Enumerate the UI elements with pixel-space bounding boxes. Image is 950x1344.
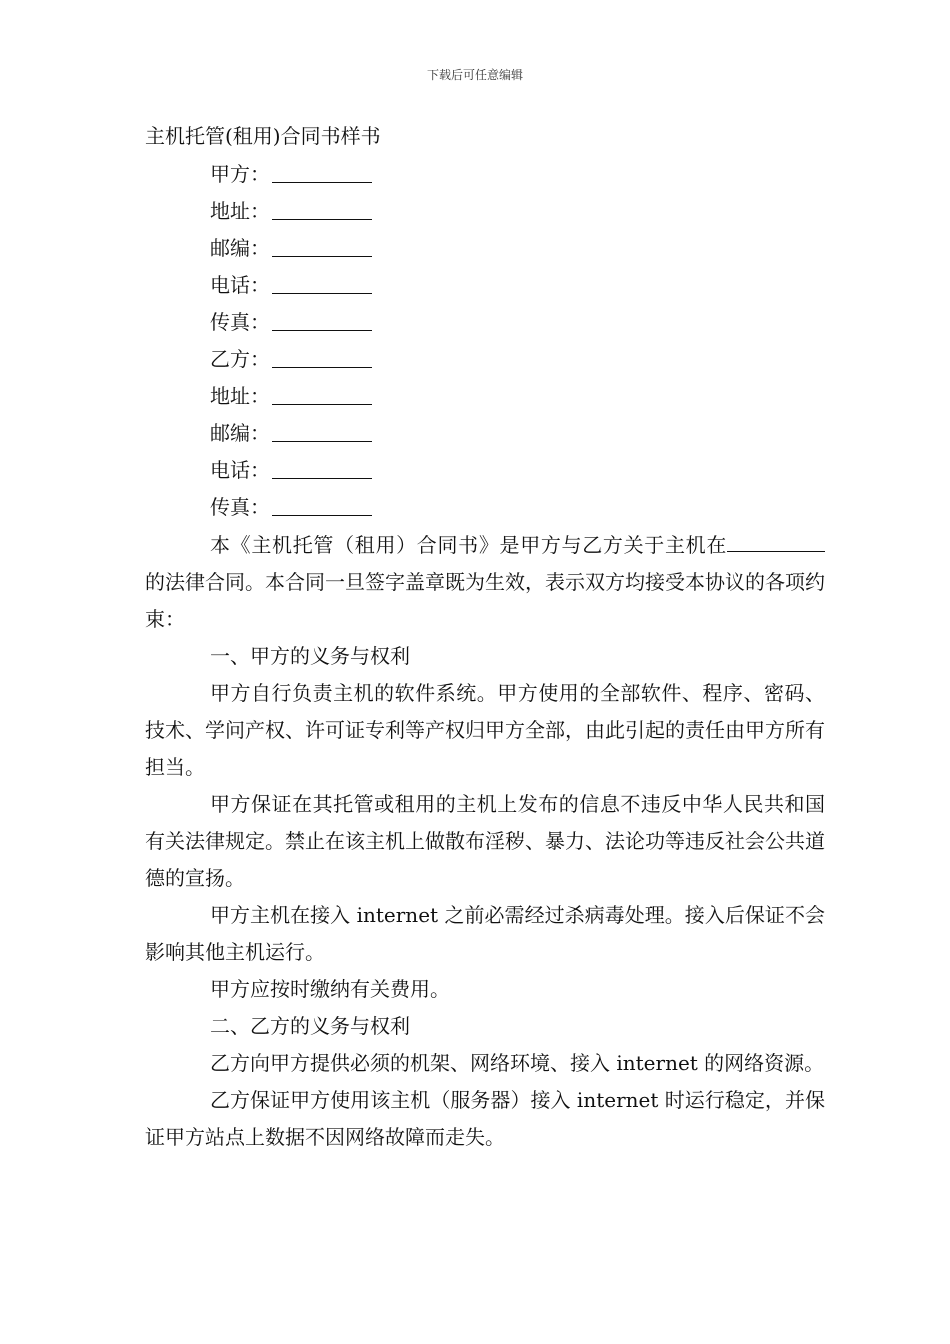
fill-in-blank <box>272 452 372 479</box>
paragraph: 甲方保证在其托管或租用的主机上发布的信息不违反中华人民共和国有关法律规定。禁止在该主机上做散布淫秽、暴力、法论功等违反社会公共道德的宣扬。 <box>145 792 825 890</box>
fill-in-blank <box>272 341 372 368</box>
paragraph: 乙方保证甲方使用该主机（服务器）接入 internet 时运行稳定，并保证甲方站点上数据不因网络故障而走失。 <box>145 1088 825 1149</box>
field-row-phone-a <box>210 267 372 304</box>
paragraph: 甲方主机在接入 internet 之前必需经过杀病毒处理。接入后保证不会影响其他主机运行。 <box>145 903 825 964</box>
intro-paragraph <box>145 527 825 638</box>
fill-in-blank <box>272 230 372 257</box>
field-row-party-a <box>210 156 372 193</box>
fill-in-blank <box>272 304 372 331</box>
field-row-phone-b <box>210 452 372 489</box>
intro-text-1: 本《主机托管（租用）合同书》是甲方与乙方关于主机在 <box>210 533 727 557</box>
section-heading-party-a: 一、甲方的义务与权利 <box>210 644 410 668</box>
party-fields <box>210 156 372 526</box>
fill-in-blank <box>763 529 825 552</box>
field-row-postcode-b <box>210 415 372 452</box>
section-heading-party-b: 二、乙方的义务与权利 <box>210 1014 410 1038</box>
header-note: 下载后可任意编辑 <box>426 68 523 82</box>
fill-in-blank <box>272 489 372 516</box>
fill-in-blank <box>272 415 372 442</box>
field-row-fax-a <box>210 304 372 341</box>
intro-text-2: 的法律合同。本合同一旦签字盖章既为生效，表示双方均接受本协议的各项约束： <box>145 570 825 631</box>
paragraph: 甲方应按时缴纳有关费用。 <box>210 977 450 1001</box>
field-row-party-b <box>210 341 372 378</box>
field-label: 传真： <box>210 310 270 334</box>
field-row-fax-b <box>210 489 372 526</box>
field-label: 电话： <box>210 273 270 297</box>
field-label: 甲方： <box>210 162 270 186</box>
field-label: 邮编： <box>210 236 270 260</box>
document-title: 主机托管(租用)合同书样书 <box>145 124 381 148</box>
fill-in-blank <box>727 529 763 552</box>
field-label: 邮编： <box>210 421 270 445</box>
paragraph: 乙方向甲方提供必须的机架、网络环境、接入 internet 的网络资源。 <box>210 1051 825 1075</box>
field-label: 乙方： <box>210 347 270 371</box>
field-row-postcode-a <box>210 230 372 267</box>
field-label: 电话： <box>210 458 270 482</box>
contract-body <box>145 527 825 1156</box>
fill-in-blank <box>272 156 372 183</box>
field-label: 传真： <box>210 495 270 519</box>
fill-in-blank <box>272 378 372 405</box>
field-row-address-b <box>210 378 372 415</box>
fill-in-blank <box>272 193 372 220</box>
field-label: 地址： <box>210 199 270 223</box>
field-label: 地址： <box>210 384 270 408</box>
field-row-address-a <box>210 193 372 230</box>
fill-in-blank <box>272 267 372 294</box>
paragraph: 甲方自行负责主机的软件系统。甲方使用的全部软件、程序、密码、技术、学问产权、许可证专利等产权归甲方全部，由此引起的责任由甲方所有担当。 <box>145 681 825 779</box>
